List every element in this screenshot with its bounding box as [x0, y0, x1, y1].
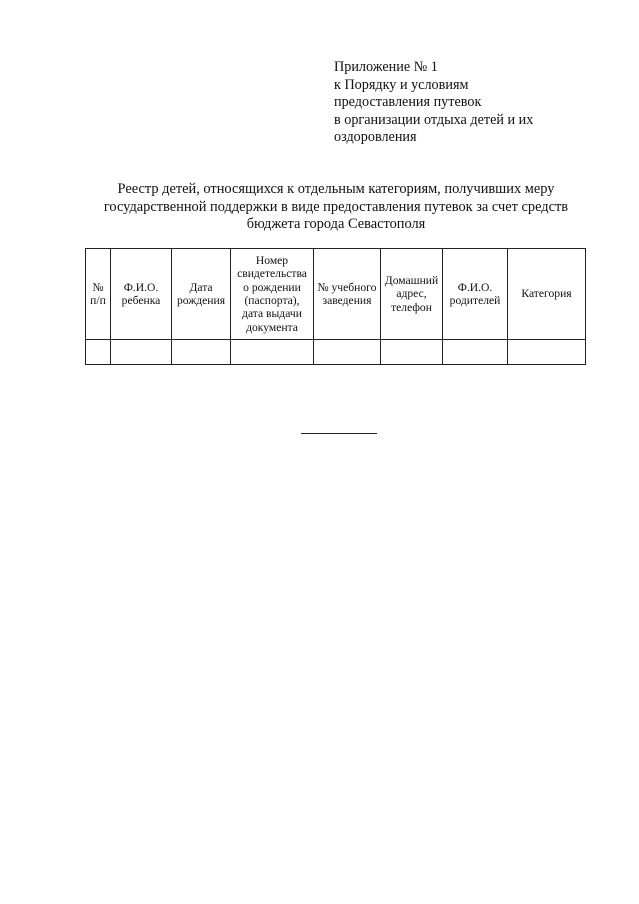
header-cell-address: [381, 249, 443, 340]
table-cell: [111, 340, 172, 365]
header-text-line: о рождении: [243, 280, 301, 294]
header-text-line: Ф.И.О.: [123, 280, 159, 294]
header-text-line: свидетельства: [237, 267, 307, 281]
header-text-line: ребенка: [121, 294, 161, 307]
table-row: [86, 340, 586, 365]
title-line: Реестр детей, относящихся к отдельным категориям, получивших меру: [117, 181, 555, 197]
title-line: бюджета города Севастополя: [246, 216, 426, 232]
header-cell-number: [86, 249, 111, 340]
separator-line: [301, 433, 377, 434]
table-cell: [86, 340, 111, 365]
appendix-reference: [334, 59, 624, 147]
header-cell-parents: [443, 249, 508, 340]
registry-table: [85, 248, 586, 365]
header-text-line: родителей: [449, 294, 501, 307]
header-text-line: № учебного: [317, 280, 377, 294]
table-body: [86, 340, 586, 365]
appendix-line: в организации отдыха детей и их: [334, 111, 534, 128]
table-cell: [381, 340, 443, 365]
header-cell-child-name: [111, 249, 172, 340]
header-cell-document: [231, 249, 314, 340]
appendix-line: оздоровления: [334, 129, 417, 145]
header-text-line: Ф.И.О.: [457, 280, 493, 294]
appendix-line: предоставления путевок: [334, 94, 482, 110]
appendix-line: Приложение № 1: [334, 59, 438, 75]
header-text-line: документа: [246, 320, 298, 334]
table-cell: [172, 340, 231, 365]
header-text-line: заведения: [322, 294, 372, 307]
table-cell: [231, 340, 314, 365]
appendix-line: к Порядку и условиям: [334, 76, 469, 93]
document-title: [60, 181, 612, 234]
header-text-line: Домашний: [384, 273, 439, 287]
header-text-line: телефон: [391, 300, 432, 314]
title-line: государственной поддержки в виде предоставления путевок за счет средств: [103, 198, 569, 215]
header-cell-birth-date: [172, 249, 231, 340]
header-cell-category: [508, 249, 586, 340]
header-row: [86, 249, 586, 340]
header-text-line: (паспорта),: [244, 294, 300, 307]
table-header: [86, 249, 586, 340]
header-text-line: Дата: [189, 280, 213, 294]
header-text-line: п/п: [90, 294, 106, 307]
header-text-line: Категория: [521, 287, 572, 301]
header-text-line: №: [92, 280, 104, 294]
header-text-line: адрес,: [396, 287, 427, 301]
header-text-line: Номер: [255, 253, 289, 267]
header-text-line: рождения: [176, 294, 226, 307]
table-cell: [443, 340, 508, 365]
header-cell-school: [314, 249, 381, 340]
table-cell: [508, 340, 586, 365]
table-cell: [314, 340, 381, 365]
header-text-line: дата выдачи: [242, 307, 302, 321]
